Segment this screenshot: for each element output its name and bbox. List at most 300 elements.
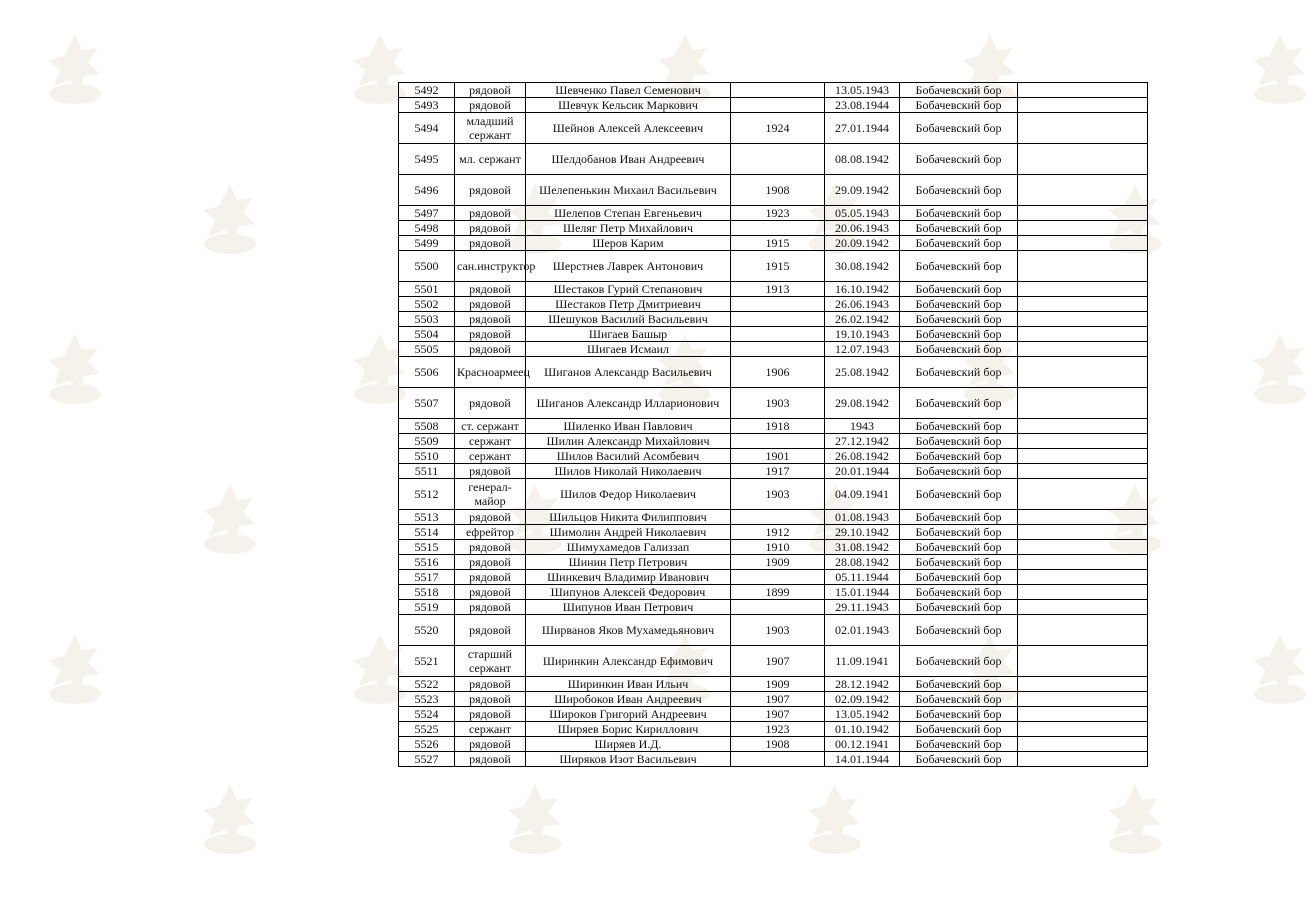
record-name: Шестаков Гурий Степанович	[526, 282, 731, 297]
record-birth-year: 1908	[731, 737, 825, 752]
record-note	[1018, 175, 1148, 206]
record-number: 5503	[399, 312, 455, 327]
record-note	[1018, 555, 1148, 570]
table-row	[399, 692, 1148, 707]
record-birth-year	[731, 600, 825, 615]
table-row	[399, 434, 1148, 449]
record-birth-year: 1909	[731, 677, 825, 692]
burial-records-table	[398, 82, 1148, 767]
record-name: Шеляг Петр Михайлович	[526, 221, 731, 236]
record-birth-year: 1908	[731, 175, 825, 206]
record-note	[1018, 113, 1148, 144]
record-number: 5518	[399, 585, 455, 600]
record-number: 5505	[399, 342, 455, 357]
watermark-logo-icon	[40, 330, 110, 410]
record-burial-place: Бобачевский бор	[900, 327, 1018, 342]
record-name: Шейнов Алексей Алексеевич	[526, 113, 731, 144]
record-rank: рядовой	[455, 692, 526, 707]
record-name: Шевчук Кельсик Маркович	[526, 98, 731, 113]
record-birth-year: 1915	[731, 236, 825, 251]
watermark-logo-icon	[195, 180, 265, 260]
table-row	[399, 113, 1148, 144]
record-number: 5497	[399, 206, 455, 221]
record-rank: рядовой	[455, 282, 526, 297]
record-rank: генерал-майор	[455, 479, 526, 510]
table-row	[399, 419, 1148, 434]
table-row	[399, 312, 1148, 327]
record-number: 5524	[399, 707, 455, 722]
record-name: Шиганов Александр Васильевич	[526, 357, 731, 388]
watermark-logo-icon	[195, 780, 265, 860]
record-number: 5523	[399, 692, 455, 707]
record-number: 5521	[399, 646, 455, 677]
record-rank: рядовой	[455, 510, 526, 525]
record-burial-place: Бобачевский бор	[900, 449, 1018, 464]
record-rank: рядовой	[455, 175, 526, 206]
record-death-date: 23.08.1944	[825, 98, 900, 113]
record-rank: рядовой	[455, 737, 526, 752]
record-burial-place: Бобачевский бор	[900, 737, 1018, 752]
record-name: Шимолин Андрей Николаевич	[526, 525, 731, 540]
record-number: 5494	[399, 113, 455, 144]
record-rank: рядовой	[455, 540, 526, 555]
record-burial-place: Бобачевский бор	[900, 297, 1018, 312]
record-birth-year	[731, 83, 825, 98]
record-birth-year	[731, 327, 825, 342]
table-row	[399, 707, 1148, 722]
record-number: 5493	[399, 98, 455, 113]
record-death-date: 26.02.1942	[825, 312, 900, 327]
table-row	[399, 525, 1148, 540]
record-rank: рядовой	[455, 570, 526, 585]
record-death-date: 28.12.1942	[825, 677, 900, 692]
record-number: 5504	[399, 327, 455, 342]
record-rank: рядовой	[455, 236, 526, 251]
watermark-logo-icon	[40, 630, 110, 710]
record-name: Шипунов Алексей Федорович	[526, 585, 731, 600]
record-note	[1018, 282, 1148, 297]
record-death-date: 25.08.1942	[825, 357, 900, 388]
record-name: Шеров Карим	[526, 236, 731, 251]
record-note	[1018, 357, 1148, 388]
record-burial-place: Бобачевский бор	[900, 540, 1018, 555]
record-burial-place: Бобачевский бор	[900, 98, 1018, 113]
record-burial-place: Бобачевский бор	[900, 282, 1018, 297]
table-row	[399, 175, 1148, 206]
record-name: Шилов Николай Николаевич	[526, 464, 731, 479]
record-note	[1018, 342, 1148, 357]
table-row	[399, 98, 1148, 113]
watermark-logo-icon	[800, 780, 870, 860]
record-number: 5500	[399, 251, 455, 282]
record-number: 5520	[399, 615, 455, 646]
record-burial-place: Бобачевский бор	[900, 479, 1018, 510]
record-burial-place: Бобачевский бор	[900, 312, 1018, 327]
record-rank: рядовой	[455, 221, 526, 236]
table-row	[399, 327, 1148, 342]
table-row	[399, 144, 1148, 175]
record-number: 5495	[399, 144, 455, 175]
record-rank: рядовой	[455, 600, 526, 615]
record-burial-place: Бобачевский бор	[900, 144, 1018, 175]
record-rank: сержант	[455, 449, 526, 464]
record-rank: старший сержант	[455, 646, 526, 677]
record-death-date: 29.10.1942	[825, 525, 900, 540]
record-birth-year	[731, 98, 825, 113]
record-burial-place: Бобачевский бор	[900, 83, 1018, 98]
record-note	[1018, 464, 1148, 479]
record-note	[1018, 615, 1148, 646]
record-note	[1018, 312, 1148, 327]
record-burial-place: Бобачевский бор	[900, 555, 1018, 570]
record-death-date: 20.06.1943	[825, 221, 900, 236]
record-burial-place: Бобачевский бор	[900, 615, 1018, 646]
watermark-logo-icon	[40, 30, 110, 110]
record-note	[1018, 677, 1148, 692]
table-row	[399, 449, 1148, 464]
record-death-date: 27.01.1944	[825, 113, 900, 144]
record-note	[1018, 206, 1148, 221]
table-row	[399, 585, 1148, 600]
record-rank: рядовой	[455, 752, 526, 767]
watermark-logo-icon	[1245, 30, 1315, 110]
record-birth-year	[731, 221, 825, 236]
table-row	[399, 221, 1148, 236]
record-rank: рядовой	[455, 388, 526, 419]
record-name: Шиленко Иван Павлович	[526, 419, 731, 434]
record-rank: мл. сержант	[455, 144, 526, 175]
record-rank: сан.инструктор	[455, 251, 526, 282]
record-burial-place: Бобачевский бор	[900, 510, 1018, 525]
record-name: Шелепов Степан Евгеньевич	[526, 206, 731, 221]
record-death-date: 05.11.1944	[825, 570, 900, 585]
record-burial-place: Бобачевский бор	[900, 707, 1018, 722]
record-burial-place: Бобачевский бор	[900, 677, 1018, 692]
table-row	[399, 510, 1148, 525]
record-name: Ширяев Борис Кириллович	[526, 722, 731, 737]
record-death-date: 00.12.1941	[825, 737, 900, 752]
record-death-date: 01.10.1942	[825, 722, 900, 737]
table-row	[399, 570, 1148, 585]
record-name: Шешуков Василий Васильевич	[526, 312, 731, 327]
record-birth-year: 1912	[731, 525, 825, 540]
record-death-date: 29.11.1943	[825, 600, 900, 615]
record-number: 5508	[399, 419, 455, 434]
record-rank: рядовой	[455, 98, 526, 113]
record-rank: рядовой	[455, 297, 526, 312]
record-note	[1018, 236, 1148, 251]
record-death-date: 29.08.1942	[825, 388, 900, 419]
record-name: Шелдобанов Иван Андреевич	[526, 144, 731, 175]
table-row	[399, 342, 1148, 357]
record-number: 5496	[399, 175, 455, 206]
record-name: Шестаков Петр Дмитриевич	[526, 297, 731, 312]
record-number: 5522	[399, 677, 455, 692]
record-number: 5506	[399, 357, 455, 388]
record-death-date: 02.09.1942	[825, 692, 900, 707]
record-note	[1018, 327, 1148, 342]
record-number: 5507	[399, 388, 455, 419]
watermark-logo-icon	[195, 480, 265, 560]
record-note	[1018, 479, 1148, 510]
record-name: Ширяков Изот Васильевич	[526, 752, 731, 767]
record-birth-year: 1903	[731, 615, 825, 646]
watermark-logo-icon	[1245, 630, 1315, 710]
record-death-date: 26.08.1942	[825, 449, 900, 464]
record-name: Шиганов Александр Илларионович	[526, 388, 731, 419]
record-name: Шилов Василий Асомбевич	[526, 449, 731, 464]
record-burial-place: Бобачевский бор	[900, 342, 1018, 357]
record-death-date: 11.09.1941	[825, 646, 900, 677]
record-birth-year: 1899	[731, 585, 825, 600]
record-note	[1018, 737, 1148, 752]
record-note	[1018, 600, 1148, 615]
record-rank: сержант	[455, 722, 526, 737]
record-death-date: 20.01.1944	[825, 464, 900, 479]
record-name: Ширинкин Александр Ефимович	[526, 646, 731, 677]
record-birth-year	[731, 312, 825, 327]
table-row	[399, 722, 1148, 737]
record-burial-place: Бобачевский бор	[900, 600, 1018, 615]
record-birth-year: 1915	[731, 251, 825, 282]
record-burial-place: Бобачевский бор	[900, 570, 1018, 585]
record-name: Ширинкин Иван Ильич	[526, 677, 731, 692]
record-rank: рядовой	[455, 677, 526, 692]
record-rank: рядовой	[455, 206, 526, 221]
record-note	[1018, 525, 1148, 540]
record-birth-year: 1907	[731, 707, 825, 722]
table-row	[399, 479, 1148, 510]
record-death-date: 26.06.1943	[825, 297, 900, 312]
record-name: Шильцов Никита Филиппович	[526, 510, 731, 525]
record-burial-place: Бобачевский бор	[900, 175, 1018, 206]
record-note	[1018, 722, 1148, 737]
record-rank: рядовой	[455, 555, 526, 570]
record-death-date: 30.08.1942	[825, 251, 900, 282]
record-note	[1018, 221, 1148, 236]
record-birth-year	[731, 342, 825, 357]
record-number: 5501	[399, 282, 455, 297]
record-note	[1018, 752, 1148, 767]
record-burial-place: Бобачевский бор	[900, 464, 1018, 479]
watermark-logo-icon	[500, 780, 570, 860]
record-note	[1018, 707, 1148, 722]
record-number: 5526	[399, 737, 455, 752]
record-number: 5516	[399, 555, 455, 570]
record-birth-year	[731, 297, 825, 312]
record-birth-year: 1901	[731, 449, 825, 464]
record-death-date: 01.08.1943	[825, 510, 900, 525]
record-burial-place: Бобачевский бор	[900, 722, 1018, 737]
record-note	[1018, 297, 1148, 312]
record-death-date: 27.12.1942	[825, 434, 900, 449]
record-death-date: 15.01.1944	[825, 585, 900, 600]
record-rank: рядовой	[455, 342, 526, 357]
record-burial-place: Бобачевский бор	[900, 419, 1018, 434]
record-rank: рядовой	[455, 327, 526, 342]
record-note	[1018, 251, 1148, 282]
table-row	[399, 206, 1148, 221]
record-name: Широбоков Иван Андреевич	[526, 692, 731, 707]
record-birth-year: 1903	[731, 388, 825, 419]
record-number: 5513	[399, 510, 455, 525]
record-note	[1018, 692, 1148, 707]
table-row	[399, 236, 1148, 251]
watermark-logo-icon	[1245, 330, 1315, 410]
record-number: 5510	[399, 449, 455, 464]
record-burial-place: Бобачевский бор	[900, 357, 1018, 388]
record-number: 5499	[399, 236, 455, 251]
record-number: 5519	[399, 600, 455, 615]
record-note	[1018, 585, 1148, 600]
record-rank: рядовой	[455, 707, 526, 722]
record-birth-year	[731, 570, 825, 585]
record-rank: сержант	[455, 434, 526, 449]
record-birth-year: 1906	[731, 357, 825, 388]
record-rank: Красноармеец	[455, 357, 526, 388]
record-birth-year: 1907	[731, 646, 825, 677]
record-burial-place: Бобачевский бор	[900, 525, 1018, 540]
record-burial-place: Бобачевский бор	[900, 646, 1018, 677]
record-rank: рядовой	[455, 464, 526, 479]
watermark-logo-icon	[1100, 780, 1170, 860]
record-note	[1018, 434, 1148, 449]
record-note	[1018, 540, 1148, 555]
record-name: Шевченко Павел Семенович	[526, 83, 731, 98]
record-number: 5511	[399, 464, 455, 479]
record-birth-year: 1918	[731, 419, 825, 434]
record-rank: младший сержант	[455, 113, 526, 144]
record-number: 5492	[399, 83, 455, 98]
record-note	[1018, 646, 1148, 677]
record-number: 5517	[399, 570, 455, 585]
record-name: Шипунов Иван Петрович	[526, 600, 731, 615]
record-death-date: 14.01.1944	[825, 752, 900, 767]
record-name: Шинкевич Владимир Иванович	[526, 570, 731, 585]
record-number: 5525	[399, 722, 455, 737]
record-death-date: 16.10.1942	[825, 282, 900, 297]
record-birth-year: 1907	[731, 692, 825, 707]
table-row	[399, 555, 1148, 570]
record-number: 5502	[399, 297, 455, 312]
table-row	[399, 600, 1148, 615]
record-burial-place: Бобачевский бор	[900, 113, 1018, 144]
record-death-date: 12.07.1943	[825, 342, 900, 357]
record-birth-year: 1923	[731, 206, 825, 221]
record-death-date: 13.05.1943	[825, 83, 900, 98]
record-death-date: 08.08.1942	[825, 144, 900, 175]
record-death-date: 05.05.1943	[825, 206, 900, 221]
record-name: Шигаев Исмаил	[526, 342, 731, 357]
record-rank: рядовой	[455, 83, 526, 98]
record-note	[1018, 419, 1148, 434]
record-birth-year: 1903	[731, 479, 825, 510]
record-death-date: 04.09.1941	[825, 479, 900, 510]
record-death-date: 1943	[825, 419, 900, 434]
record-name: Шинин Петр Петрович	[526, 555, 731, 570]
record-birth-year	[731, 510, 825, 525]
record-death-date: 29.09.1942	[825, 175, 900, 206]
record-rank: рядовой	[455, 615, 526, 646]
record-birth-year	[731, 144, 825, 175]
record-burial-place: Бобачевский бор	[900, 388, 1018, 419]
record-burial-place: Бобачевский бор	[900, 251, 1018, 282]
record-birth-year: 1910	[731, 540, 825, 555]
record-birth-year	[731, 752, 825, 767]
table-row	[399, 752, 1148, 767]
table-row	[399, 357, 1148, 388]
record-note	[1018, 98, 1148, 113]
record-birth-year: 1923	[731, 722, 825, 737]
record-death-date: 28.08.1942	[825, 555, 900, 570]
table-row	[399, 737, 1148, 752]
table-row	[399, 677, 1148, 692]
record-number: 5509	[399, 434, 455, 449]
table-row	[399, 282, 1148, 297]
record-death-date: 20.09.1942	[825, 236, 900, 251]
record-name: Шилов Федор Николаевич	[526, 479, 731, 510]
record-burial-place: Бобачевский бор	[900, 434, 1018, 449]
record-burial-place: Бобачевский бор	[900, 692, 1018, 707]
record-name: Шимухамедов Гализзап	[526, 540, 731, 555]
record-burial-place: Бобачевский бор	[900, 206, 1018, 221]
record-number: 5498	[399, 221, 455, 236]
record-birth-year: 1913	[731, 282, 825, 297]
table-row	[399, 540, 1148, 555]
record-note	[1018, 83, 1148, 98]
record-name: Широков Григорий Андреевич	[526, 707, 731, 722]
table-row	[399, 388, 1148, 419]
record-name: Шерстнев Лаврек Антонович	[526, 251, 731, 282]
record-note	[1018, 570, 1148, 585]
record-number: 5512	[399, 479, 455, 510]
record-name: Ширяев И.Д.	[526, 737, 731, 752]
record-rank: ефрейтор	[455, 525, 526, 540]
record-note	[1018, 144, 1148, 175]
record-death-date: 02.01.1943	[825, 615, 900, 646]
record-burial-place: Бобачевский бор	[900, 236, 1018, 251]
record-burial-place: Бобачевский бор	[900, 752, 1018, 767]
record-death-date: 31.08.1942	[825, 540, 900, 555]
table-row	[399, 646, 1148, 677]
record-note	[1018, 449, 1148, 464]
record-note	[1018, 388, 1148, 419]
record-rank: ст. сержант	[455, 419, 526, 434]
table-body	[399, 83, 1148, 767]
record-birth-year: 1924	[731, 113, 825, 144]
record-birth-year: 1909	[731, 555, 825, 570]
record-note	[1018, 510, 1148, 525]
record-name: Ширванов Яков Мухамедьянович	[526, 615, 731, 646]
record-birth-year	[731, 434, 825, 449]
record-birth-year: 1917	[731, 464, 825, 479]
record-rank: рядовой	[455, 312, 526, 327]
table-row	[399, 615, 1148, 646]
table-row	[399, 83, 1148, 98]
record-number: 5515	[399, 540, 455, 555]
table-row	[399, 464, 1148, 479]
record-death-date: 13.05.1942	[825, 707, 900, 722]
record-death-date: 19.10.1943	[825, 327, 900, 342]
record-number: 5527	[399, 752, 455, 767]
record-name: Шигаев Башыр	[526, 327, 731, 342]
record-number: 5514	[399, 525, 455, 540]
table-row	[399, 251, 1148, 282]
record-burial-place: Бобачевский бор	[900, 221, 1018, 236]
table-row	[399, 297, 1148, 312]
record-name: Шелепенькин Михаил Васильевич	[526, 175, 731, 206]
record-rank: рядовой	[455, 585, 526, 600]
